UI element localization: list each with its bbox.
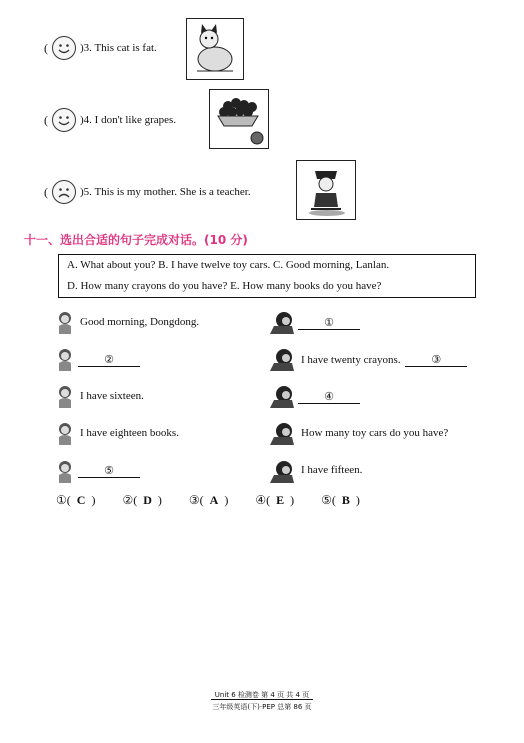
girl-avatar-icon [56,421,74,445]
item-5 [44,180,251,204]
options-box [58,254,476,298]
blank-1: ① [298,316,360,330]
dialogue-right-3 [298,390,360,404]
options-line-2: D. How many crayons do you have? E. How many books do you have? [67,280,382,292]
grapes-picture [209,89,269,149]
dialogue-right-4: How many toy cars do you have? [301,427,449,439]
footer-page-info: Unit 6 检测卷 第 4 页 共 4 页 [211,691,313,700]
dialogue-right-5: I have fifteen. [301,464,363,476]
dialogue-left-1: Good morning, Dongdong. [80,316,200,328]
blank-5: ⑤ [78,464,140,478]
item-3-paren: ( [44,40,48,55]
item-4-paren: ( [44,112,48,127]
boy-avatar-icon [268,347,296,371]
cat-picture [186,18,244,80]
dialogue-right-2-text: I have twenty crayons. [301,354,401,366]
answer-3: ③( A ) [188,493,229,507]
item-4 [44,108,176,132]
answer-5: ⑤( B ) [321,493,360,507]
blank-3: ③ [405,353,467,367]
dialogue-left-4: I have eighteen books. [80,427,179,439]
answers-row [56,493,384,508]
options-line-1: A. What about you? B. I have twelve toy cars. C. Good morning, Lanlan. [67,259,390,271]
girl-avatar-icon [56,310,74,334]
answer-1: ①( C ) [56,493,96,507]
dialogue-right-2 [301,353,467,367]
dialogue-left-5 [78,464,140,478]
footer-line-2: 三年级英语(下)·PEP 总第 86 页 [212,703,312,711]
boy-avatar-icon [268,459,296,483]
dialogue-left-2 [78,353,140,367]
answer-4: ④( E ) [255,493,295,507]
blank-2: ② [78,353,140,367]
section-title: 十一、选出合适的句子完成对话。(10 分) [24,233,248,247]
blank-4: ④ [298,390,360,404]
police-picture [296,160,356,220]
girl-avatar-icon [56,459,74,483]
item-3-text: )3. This cat is fat. [80,42,157,54]
footer-line-1 [0,690,524,700]
dialogue-right-1 [298,316,360,330]
boy-avatar-icon [268,384,296,408]
girl-avatar-icon [56,384,74,408]
boy-avatar-icon [268,310,296,334]
dialogue-left-3: I have sixteen. [80,390,144,402]
item-3 [44,36,157,60]
girl-avatar-icon [56,347,74,371]
sad-face-icon [52,180,76,204]
smile-face-icon [52,36,76,60]
item-5-paren: ( [44,184,48,199]
item-4-text: )4. I don't like grapes. [80,114,177,126]
item-5-text: )5. This is my mother. She is a teacher. [80,186,251,198]
boy-avatar-icon [268,421,296,445]
smile-face-icon [52,108,76,132]
answer-2: ②( D ) [122,493,162,507]
